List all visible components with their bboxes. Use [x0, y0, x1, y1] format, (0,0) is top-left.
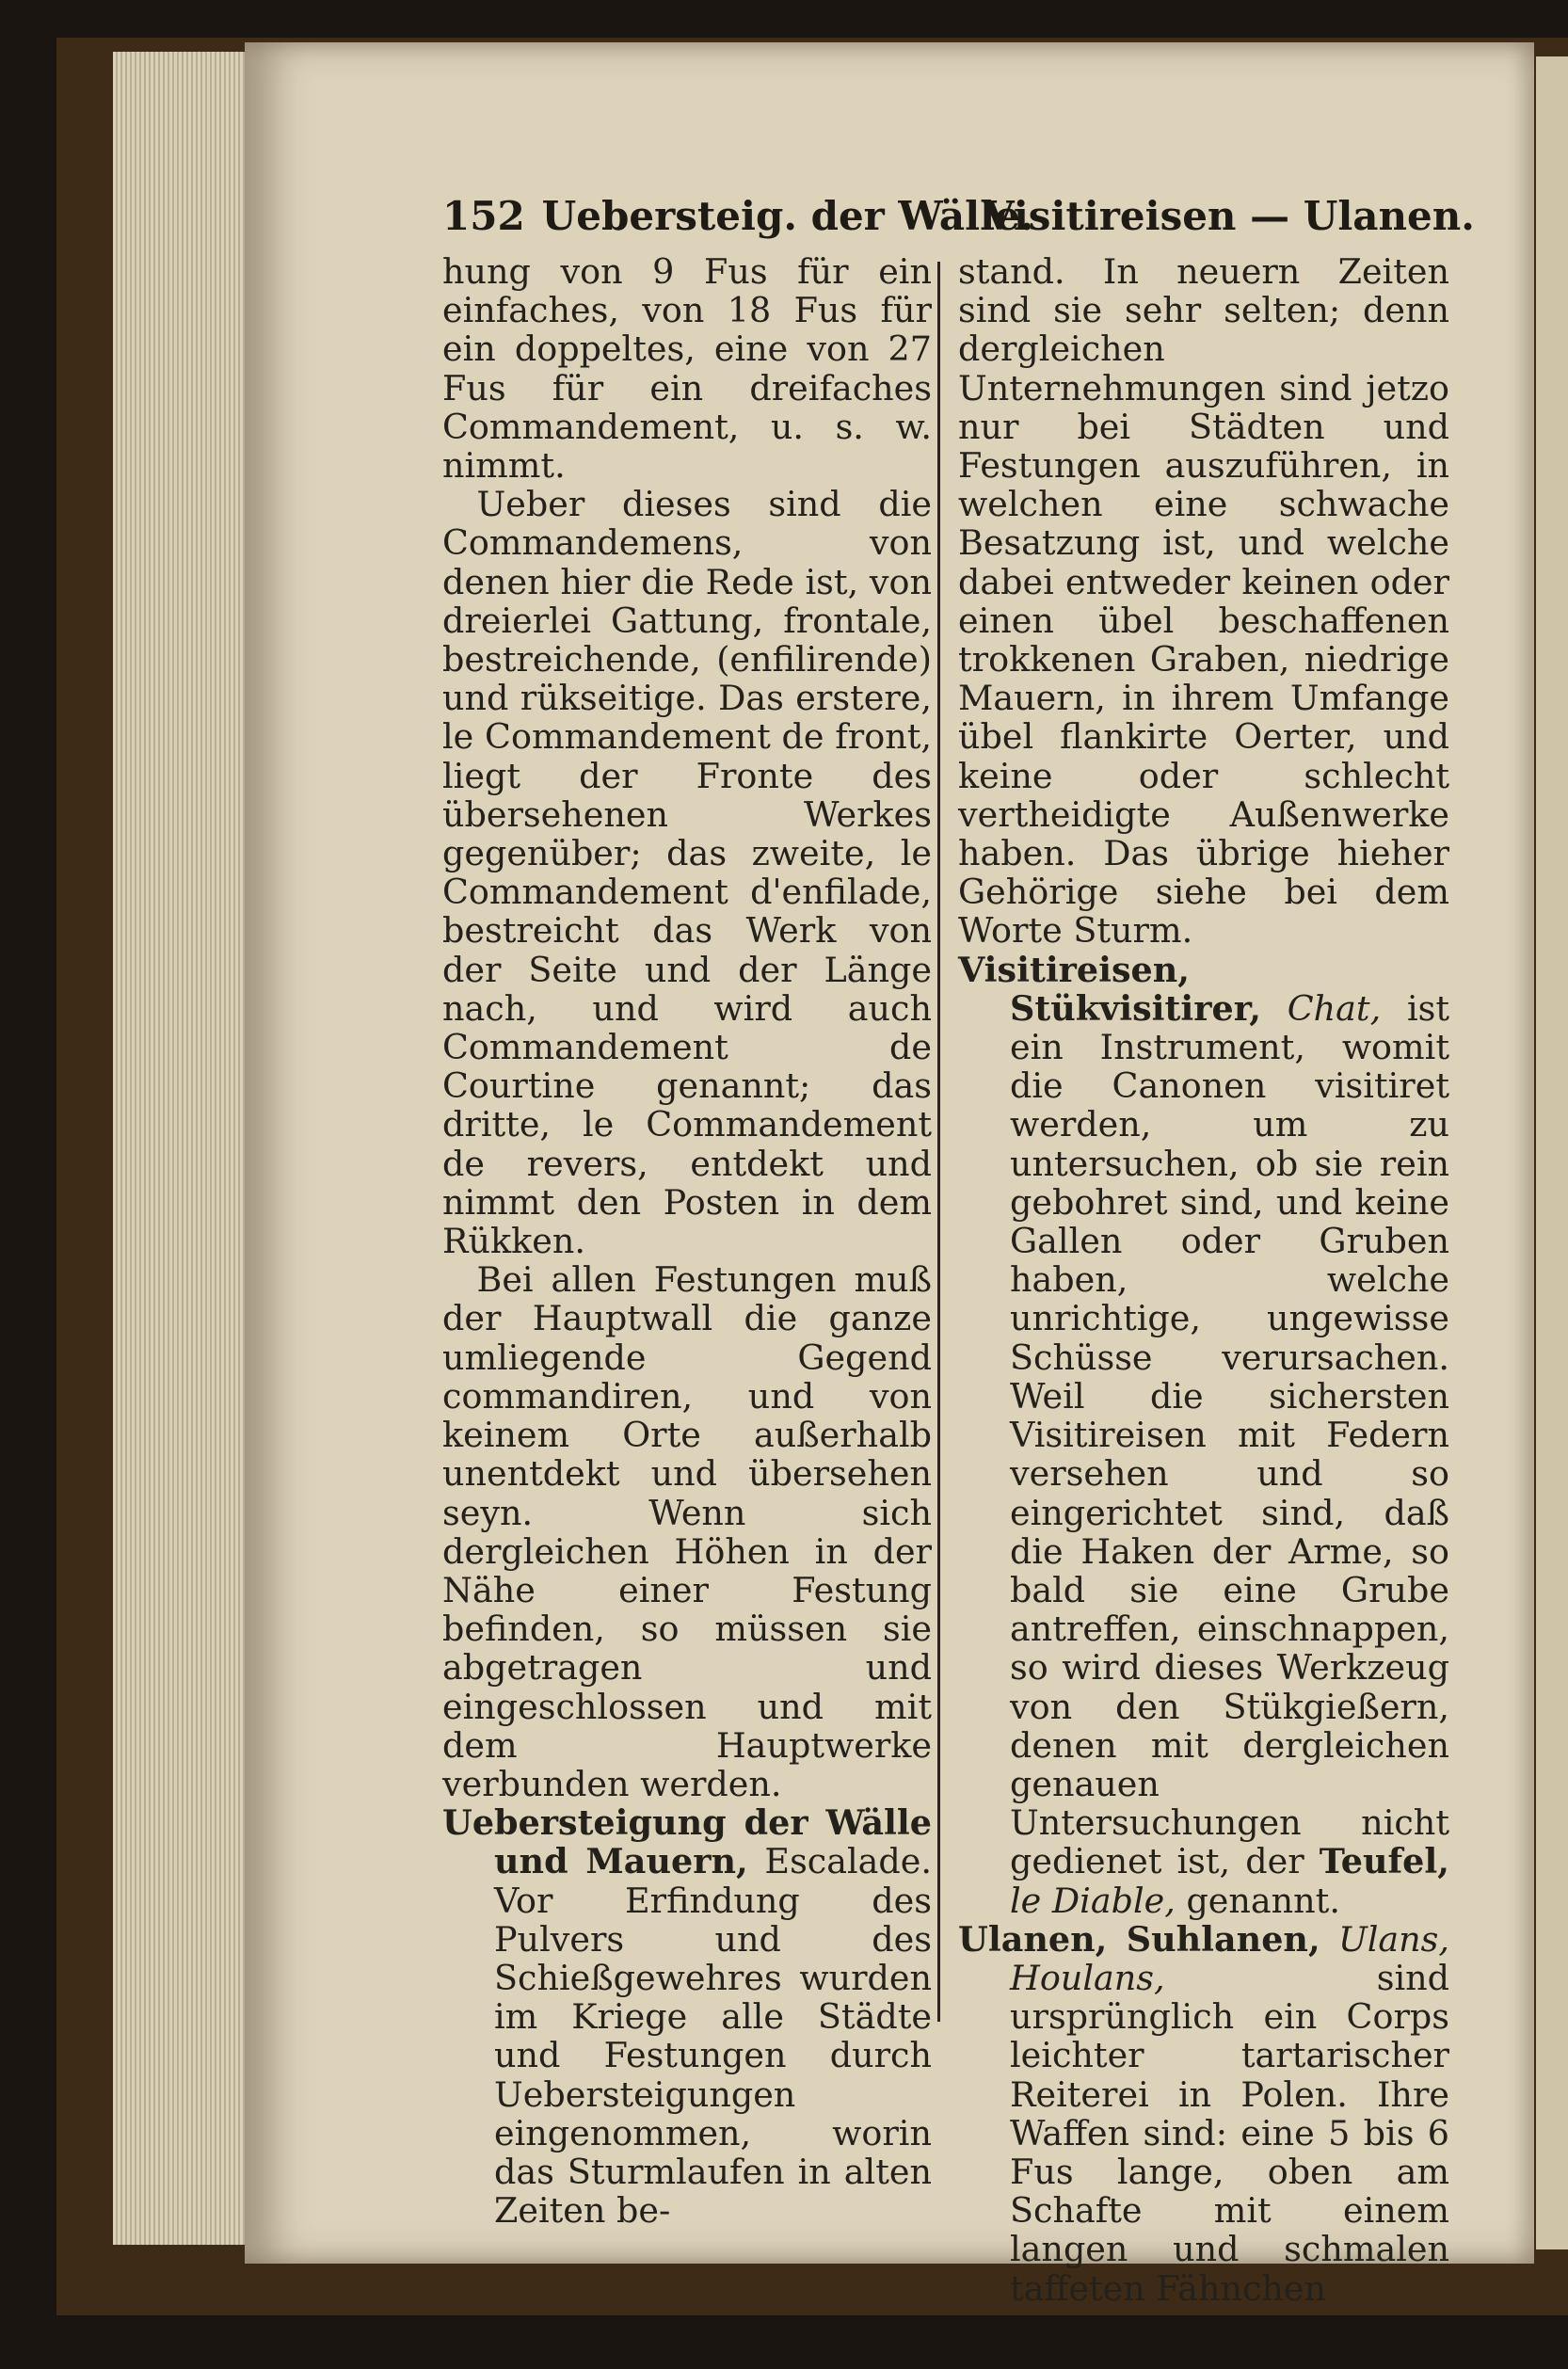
paragraph: Ueber dieses sind die Commandemens, von denen hier die Rede ist, von dreierlei Gattung, frontale, bestreichende, (enfilirende) und rükseitige. Das erstere, le Commandement de front, liegt der Fronte des übersehenen Werkes gegenüber; das zweite, le Commandement d'enfilade, bestreicht das Werk von der Seite und der Länge nach, und wird auch Commandement de Courtine genannt; das dritte, le Commandement de revers, entdekt und nimmt den Posten in dem Rükken.	[442, 484, 932, 1262]
entry-french-term: Escalade.	[764, 1841, 933, 1882]
dictionary-entry-ulanen	[958, 1918, 1450, 2309]
entry-french-term: le Diable,	[1010, 1880, 1176, 1921]
header-left	[442, 193, 1033, 239]
running-header	[442, 193, 1475, 249]
left-running-title: Uebersteig. der Wälle.	[541, 193, 1034, 239]
next-page-edge	[1536, 56, 1568, 2249]
entry-text: ist ein Instrument, womit die Canonen visitiret werden, um zu untersuchen, ob sie rein gebohret sind, und keine Gallen oder Gruben haben, welche unrichtige, ungewisse Schüsse verursachen. Weil die sichersten Visitireisen mit Federn versehen und so eingerichtet sind, daß die Haken der Arme, so bald sie eine Grube antreffen, einschnappen, so wird dieses Werkzeug von den Stükgießern, denen mit dergleichen genauen Untersuchungen nicht gedienet ist, der	[1010, 987, 1450, 1882]
entry-term-teufel: Teufel,	[1319, 1841, 1449, 1882]
page-stack-edge	[113, 52, 264, 2245]
entry-headword: Ulanen, Suhlanen,	[958, 1918, 1320, 1960]
paragraph: hung von 9 Fus für ein einfaches, von 18 Fus für ein doppeltes, eine von 27 Fus für ein dreifaches Commandement, u. s. w. nimmt.	[442, 251, 932, 487]
entry-headword: Visitireisen, Stükvisitirer,	[958, 949, 1261, 1029]
dictionary-entry-visitireisen	[958, 949, 1450, 1921]
entry-text: genannt.	[1186, 1880, 1340, 1921]
right-column	[958, 252, 1449, 2308]
entry-french-term: Chat,	[1287, 987, 1382, 1029]
entry-headword: Uebersteigung der Wälle und Mauern,	[442, 1802, 932, 1882]
paragraph: Bei allen Festungen muß der Hauptwall die ganze umliegende Gegend commandiren, und von keinem Orte außerhalb unentdekt und übersehen seyn. Wenn sich dergleichen Höhen in der Nähe einer Festung befinden, so müssen sie abgetragen und eingeschlossen und mit dem Hauptwerke verbunden werden.	[442, 1259, 932, 1804]
entry-text: sind ursprünglich ein Corps leichter tartarischer Reiterei in Polen. Ihre Waffen sind: eine 5 bis 6 Fus lange, oben am Schafte mit einem langen und schmalen taffeten Fähnchen	[1010, 1957, 1449, 2309]
entry-french-term: Ulans, Houlans,	[1010, 1918, 1450, 1998]
column-divider	[937, 262, 940, 2022]
left-column	[442, 252, 932, 2230]
right-running-title: Visitireisen — Ulanen.	[984, 193, 1475, 239]
paragraph: stand. In neuern Zeiten sind sie sehr selten; denn dergleichen Unternehmungen sind jetzo nur bei Städten und Festungen auszuführen, in welchen eine schwache Besatzung ist, und welche dabei entweder keinen oder einen übel beschaffenen trokkenen Graben, niedrige Mauern, in ihrem Umfange übel flankirte Oerter, und keine oder schlecht vertheidigte Außenwerke haben. Das übrige hieher Gehörige siehe bei dem Worte Sturm.	[958, 251, 1449, 952]
dictionary-entry-uebersteigung	[442, 1802, 933, 2232]
entry-text: Vor Erfindung des Pulvers und des Schießgewehres wurden im Kriege alle Städte und Festungen durch Uebersteigungen eingenommen, worin das Sturmlaufen in alten Zeiten be-	[494, 1880, 932, 2232]
page-number: 152	[442, 193, 525, 239]
